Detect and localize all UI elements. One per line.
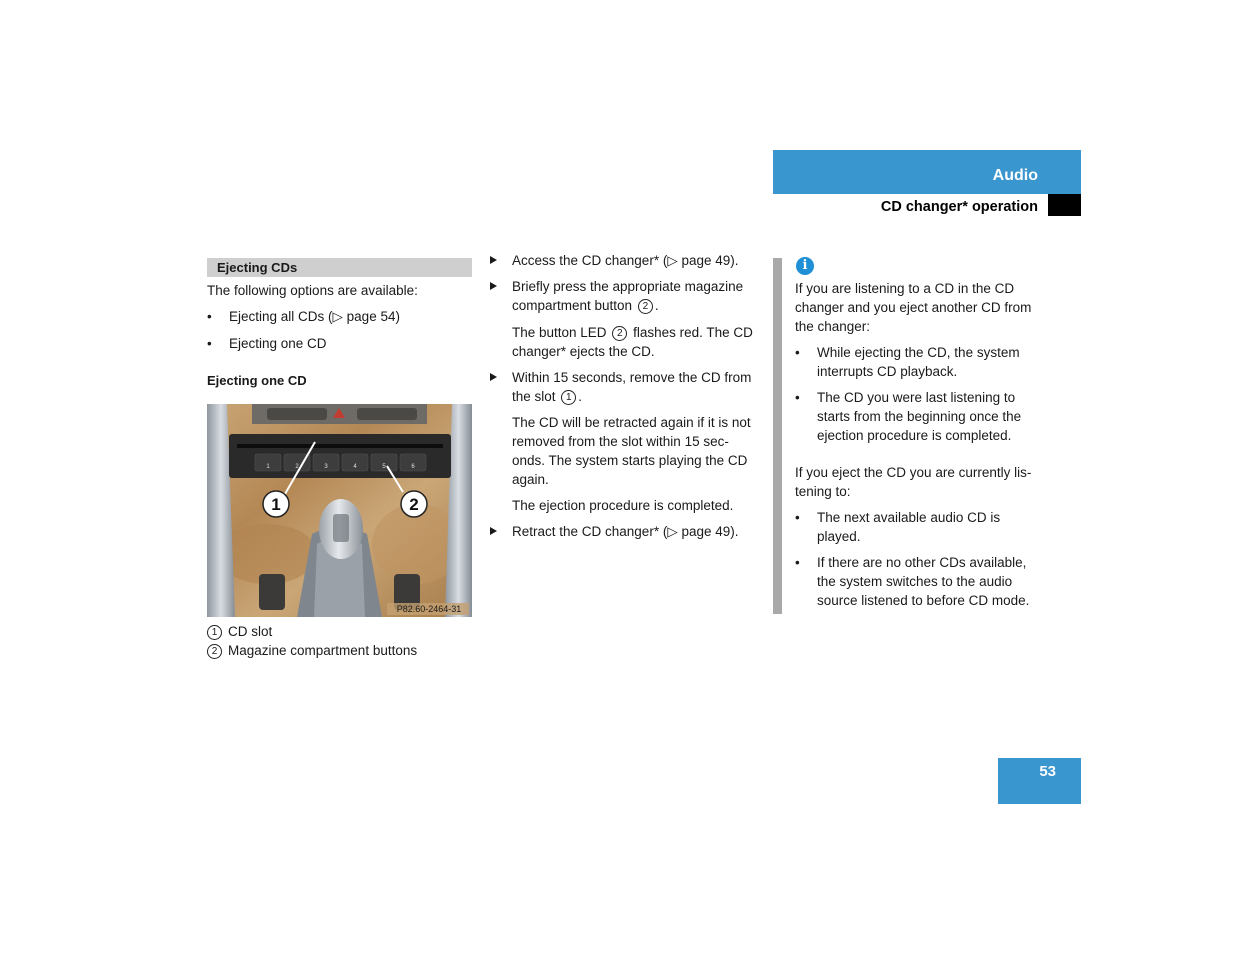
info-paragraph-2: If you eject the CD you are currently lis-tening to: (795, 465, 1032, 499)
step-text: Within 15 seconds, remove the CD from the slot (512, 370, 752, 404)
legend-text: CD slot (228, 624, 273, 639)
magazine-button-label: 2 (295, 464, 299, 470)
step-3 (490, 368, 755, 406)
step-text: Access the CD changer* (▷ page 49). (512, 253, 739, 268)
step-arrow-icon (490, 256, 497, 264)
note-text-end: flashes red. The CD changer* ejects the CD. (512, 325, 753, 359)
note-1 (490, 323, 755, 361)
note-3 (490, 496, 755, 515)
callout-1-label: 1 (271, 495, 281, 514)
magazine-button-label: 1 (266, 464, 270, 470)
list-item: • While ejecting the CD, the system interrupts CD playback. (795, 343, 1045, 381)
info-bullet-4 (795, 553, 1045, 610)
info-bullet-1 (795, 343, 1045, 381)
image-code: P82.60-2464-31 (396, 604, 462, 614)
intro-text: The following options are available: (207, 283, 418, 298)
info-bullet-2 (795, 388, 1045, 445)
legend-number: 1 (207, 625, 222, 640)
step-text: Retract the CD changer* (▷ page 49). (512, 524, 739, 539)
header-subsection-title: CD changer* operation (880, 199, 1038, 215)
option-list (207, 307, 472, 326)
legend-number: 2 (207, 644, 222, 659)
list-item: • Ejecting one CD (207, 334, 472, 353)
inline-number: 2 (612, 326, 627, 341)
legend-text: Magazine compartment buttons (228, 643, 418, 658)
step-arrow-icon (490, 373, 497, 381)
list-item: • Ejecting all CDs (▷ page 54) (207, 307, 472, 326)
section-title: Ejecting CDs (217, 260, 298, 275)
subheading: Ejecting one CD (207, 373, 307, 388)
inline-number: 2 (638, 299, 653, 314)
info-bullet-3 (795, 508, 1045, 546)
note-text: The CD will be retracted again if it is not removed from the slot within 15 sec-onds. The system starts playing the CD again. (512, 415, 751, 487)
legend-item-1 (207, 622, 272, 641)
step-text-end: . (654, 298, 659, 313)
header-marker (1048, 194, 1081, 216)
step-arrow-icon (490, 527, 497, 535)
note-text: The button LED (512, 325, 607, 340)
magazine-button-label: 4 (353, 464, 357, 470)
step-2 (490, 277, 755, 315)
center-console-image (207, 404, 472, 617)
note-2 (490, 413, 755, 489)
header-section-title: Audio (992, 167, 1038, 184)
page-number: 53 (1039, 763, 1056, 780)
step-1 (490, 251, 755, 270)
step-text: Briefly press the appropriate magazine compartment button (512, 279, 744, 313)
magazine-button-label: 6 (411, 464, 415, 470)
list-item: • The CD you were last listening to starts from the beginning once the ejection procedure is completed. (795, 388, 1045, 445)
note-text: The ejection procedure is completed. (512, 498, 734, 513)
option-list-2 (207, 334, 472, 353)
magazine-button-label: 3 (324, 464, 328, 470)
step-arrow-icon (490, 282, 497, 290)
list-item: • If there are no other CDs available, the system switches to the audio source listened to before CD mode. (795, 553, 1045, 610)
magazine-button-label: 5 (382, 464, 386, 470)
info-side-bar (773, 258, 782, 614)
legend-item-2 (207, 641, 417, 660)
list-item: • The next available audio CD is played. (795, 508, 1045, 546)
info-icon: i (796, 257, 814, 275)
callout-2-label: 2 (409, 495, 419, 514)
info-paragraph-1: If you are listening to a CD in the CD changer and you eject another CD from the changer: (795, 281, 1032, 334)
step-4 (490, 522, 755, 541)
step-text-end: . (578, 389, 583, 404)
inline-number: 1 (561, 390, 576, 405)
